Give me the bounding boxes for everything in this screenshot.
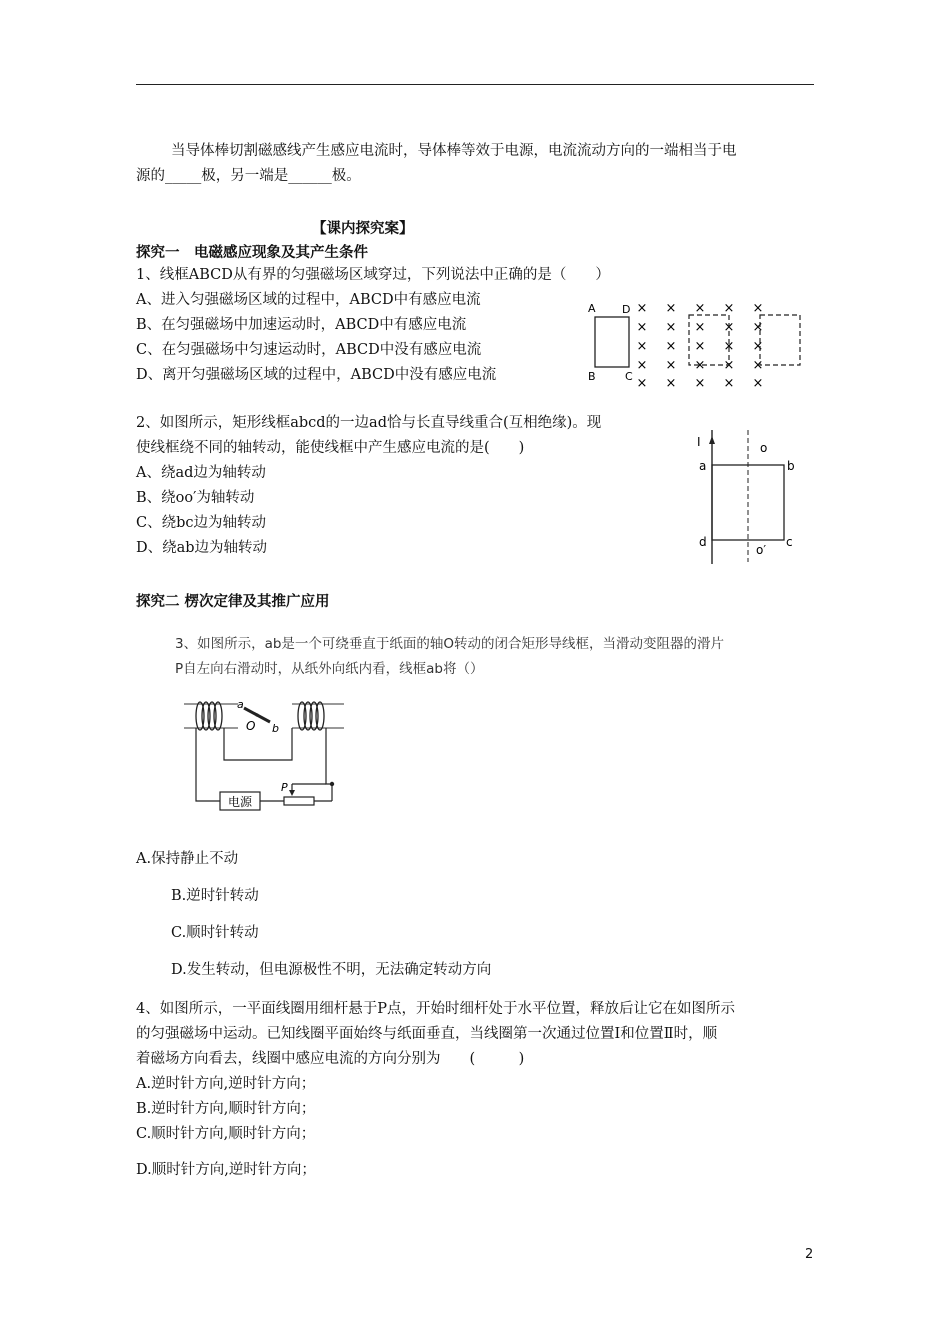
q3-option-b: B.逆时针转动	[171, 888, 259, 904]
q2-stem-line-1: 2、如图所示，矩形线框abcd的一边ad恰与长直导线重合(互相绝缘)。现	[136, 415, 602, 431]
q4-stem-line-1: 4、如图所示，一平面线圈用细杆悬于P点，开始时细杆处于水平位置，释放后让它在如图所示	[136, 1001, 735, 1017]
q2-stem-line-2: 使线框绕不同的轴转动，能使线框中产生感应电流的是( )	[136, 440, 525, 456]
field-cross-icon: ×	[665, 376, 677, 391]
field-cross-icon: ×	[752, 301, 764, 316]
header-rule	[136, 84, 814, 85]
q1-option-d: D、离开匀强磁场区域的过程中，ABCD中没有感应电流	[136, 367, 497, 383]
inquiry2-heading: 探究二 楞次定律及其推广应用	[136, 594, 330, 610]
q4-option-a: A.逆时针方向,逆时针方向；	[136, 1076, 316, 1092]
inquiry1-heading: 探究一 电磁感应现象及其产生条件	[136, 245, 368, 261]
field-cross-icon: ×	[752, 376, 764, 391]
q4-option-b: B.逆时针方向,顺时针方向；	[136, 1101, 316, 1117]
field-cross-icon: ×	[694, 301, 706, 316]
field-cross-icon: ×	[723, 358, 735, 373]
label-o-prime: o′	[756, 543, 767, 557]
section-title: 【课内探究案】	[312, 221, 414, 237]
left-coil	[196, 702, 222, 730]
q2-option-d: D、绕ab边为轴转动	[136, 540, 268, 556]
label-c: c	[786, 535, 793, 549]
right-coil	[298, 702, 324, 730]
field-cross-icon: ×	[665, 320, 677, 335]
q3-option-a: A.保持静止不动	[136, 851, 239, 867]
label-a: A	[588, 302, 596, 315]
q4-option-d: D.顺时针方向,逆时针方向；	[136, 1162, 316, 1178]
field-cross-icon: ×	[636, 339, 648, 354]
label-d: d	[699, 535, 707, 549]
q1-stem: 1、线框ABCD从有界的匀强磁场区域穿过，下列说法中正确的是（ ）	[136, 267, 610, 283]
label-o: O	[246, 719, 256, 733]
q4-stem-line-3: 着磁场方向看去，线圈中感应电流的方向分别为 ( )	[136, 1051, 525, 1067]
slider-arrow-icon	[289, 790, 295, 796]
page-number: 2	[805, 1247, 814, 1262]
label-b: b	[787, 459, 795, 473]
field-cross-icon: ×	[723, 376, 735, 391]
q3-stem-line-2: P自左向右滑动时，从纸外向纸内看，线框ab将（）	[175, 661, 484, 677]
q4-stem-line-2: 的匀强磁场中运动。已知线圈平面始终与纸面垂直，当线圈第一次通过位置Ⅰ和位置Ⅱ时，顺	[136, 1026, 718, 1042]
label-a: a	[699, 459, 707, 473]
q1-figure	[580, 295, 810, 395]
q4-option-c: C.顺时针方向,顺时针方向；	[136, 1126, 316, 1142]
q2-option-c: C、绕bc边为轴转动	[136, 515, 266, 531]
q1-option-b: B、在匀强磁场中加速运动时，ABCD中有感应电流	[136, 317, 467, 333]
q1-option-a: A、进入匀强磁场区域的过程中，ABCD中有感应电流	[136, 292, 481, 308]
field-cross-icon: ×	[752, 358, 764, 373]
q3-figure	[180, 690, 350, 815]
q3-stem-line-1: 3、如图所示，ab是一个可绕垂直于纸面的轴O转动的闭合矩形导线框，当滑动变阻器的滑片	[175, 636, 725, 652]
label-o: o	[760, 441, 768, 455]
field-cross-icon: ×	[723, 301, 735, 316]
q3-option-d: D.发生转动，但电源极性不明，无法确定转动方向	[171, 962, 492, 978]
q2-figure	[690, 426, 810, 566]
field-cross-icon: ×	[723, 320, 735, 335]
label-p: P	[281, 781, 288, 794]
field-cross-icon: ×	[665, 339, 677, 354]
intro-line-2: 源的_____极，另一端是______极。	[136, 168, 361, 184]
field-cross-icon: ×	[694, 339, 706, 354]
field-cross-icon: ×	[694, 358, 706, 373]
field-cross-icon: ×	[694, 320, 706, 335]
intro-line-1: 当导体棒切割磁感线产生感应电流时，导体棒等效于电源，电流流动方向的一端相当于电	[171, 143, 737, 159]
q1-option-c: C、在匀强磁场中匀速运动时，ABCD中没有感应电流	[136, 342, 482, 358]
q2-option-b: B、绕oo′为轴转动	[136, 490, 255, 506]
source-label: 电源	[227, 795, 253, 809]
field-cross-icon: ×	[636, 320, 648, 335]
label-c: C	[625, 370, 633, 383]
q2-option-a: A、绕ad边为轴转动	[136, 465, 266, 481]
rheostat	[284, 797, 314, 805]
field-cross-icon: ×	[752, 339, 764, 354]
field-cross-icon: ×	[636, 376, 648, 391]
field-cross-icon: ×	[723, 339, 735, 354]
label-current: I	[697, 435, 701, 449]
current-arrow-icon	[709, 436, 715, 444]
field-cross-icon: ×	[636, 301, 648, 316]
label-a: a	[237, 698, 244, 711]
label-b: B	[588, 370, 596, 383]
field-cross-icon: ×	[665, 358, 677, 373]
field-cross-icon: ×	[665, 301, 677, 316]
field-cross-icon: ×	[636, 358, 648, 373]
field-cross-icon: ×	[752, 320, 764, 335]
frame-abcd	[595, 317, 629, 367]
label-b: b	[272, 722, 279, 735]
label-d: D	[622, 303, 631, 316]
frame-after-dashed	[760, 315, 800, 365]
field-cross-icon: ×	[694, 376, 706, 391]
q3-option-c: C.顺时针转动	[171, 925, 259, 941]
